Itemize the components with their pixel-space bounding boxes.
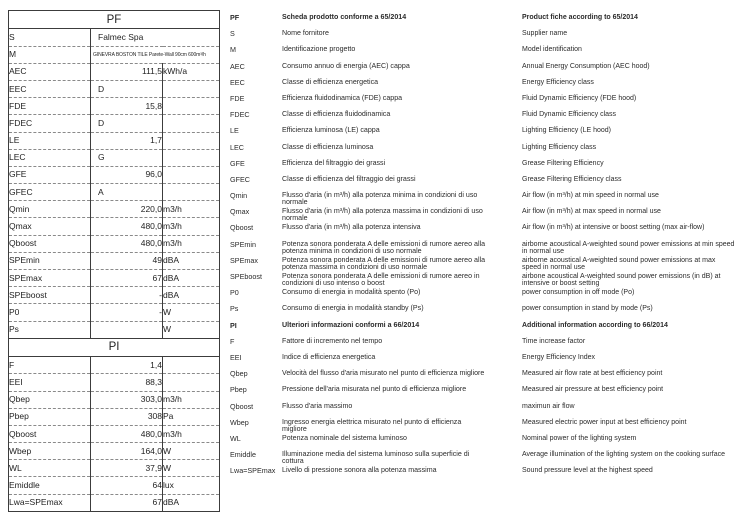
row-value: 1,4 — [91, 357, 163, 374]
desc-text-english: Sound pressure level at the highest speed — [522, 467, 653, 475]
row-code: SPEboost — [9, 287, 91, 304]
row-code: SPEmin — [9, 252, 91, 269]
row-unit: dBA — [163, 494, 220, 511]
desc-text-italian: Fattore di incremento nel tempo — [282, 336, 383, 345]
desc-text-italian: Pressione dell'aria misurata nel punto di efficienza migliore — [282, 385, 467, 394]
desc-text-english: Lighting Efficiency (LE hood) — [522, 127, 611, 135]
table-row — [9, 494, 220, 511]
row-value: - — [91, 287, 163, 304]
desc-text-english: Energy Efficiency Index — [522, 353, 596, 361]
row-value: 15,8 — [91, 98, 163, 115]
row-value: 480,0 — [91, 218, 163, 235]
desc-row-code: P0 — [230, 288, 239, 298]
row-code: Qmin — [9, 201, 91, 218]
row-code: Qboost — [9, 425, 91, 442]
desc-text-english: Supplier name — [522, 30, 568, 38]
desc-text-italian: Scheda prodotto conforme a 65/2014 — [282, 13, 407, 21]
desc-text-italian: Velocità del flusso d'aria misurato nel punto di efficienza migliore — [282, 369, 485, 378]
desc-text-english: maximun air flow — [522, 402, 575, 410]
table-row — [9, 443, 220, 460]
row-code: FDEC — [9, 115, 91, 132]
desc-text-italian: Flusso d'aria (in m³/h) alla potenza massima in condizioni di uso normale — [282, 207, 483, 223]
desc-row-code: FDEC — [230, 110, 250, 120]
row-code: LEC — [9, 149, 91, 166]
desc-text-english: Nominal power of the lighting system — [522, 434, 637, 442]
row-code: LE — [9, 132, 91, 149]
table-section-header-row — [9, 11, 220, 29]
desc-row-code: Qbep — [230, 369, 248, 379]
row-code: GFEC — [9, 184, 91, 201]
row-unit: W — [163, 460, 220, 477]
desc-row-code: Qboost — [230, 401, 254, 411]
desc-text-english: airborne acoustical A-weighted sound power emissions at max speed in normal use — [522, 256, 716, 272]
desc-row-code: EEC — [230, 77, 245, 87]
desc-text-italian: Consumo di energia in modalità standby (Ps) — [282, 304, 424, 313]
desc-row-code: LEC — [230, 142, 244, 152]
table-row — [9, 149, 220, 166]
table-row — [9, 321, 220, 338]
section-title: PI — [9, 338, 220, 356]
row-unit — [163, 80, 220, 97]
row-code: GFE — [9, 166, 91, 183]
desc-text-english: Lighting Efficiency class — [522, 143, 597, 151]
desc-row-code: Qboost — [230, 223, 254, 233]
row-code: EEI — [9, 374, 91, 391]
row-code: WL — [9, 460, 91, 477]
desc-row-code: Emiddle — [230, 450, 256, 460]
row-value: 220,0 — [91, 201, 163, 218]
row-value: 67 — [91, 270, 163, 287]
desc-text-english: Time increase factor — [522, 337, 586, 345]
row-value: D — [91, 80, 163, 97]
desc-row-code: EEI — [230, 352, 242, 362]
row-unit: dBA — [163, 270, 220, 287]
table-row — [9, 357, 220, 374]
desc-text-italian: Classe di efficienza fluidodinamica — [282, 110, 391, 119]
desc-text-italian: Efficienza fluidodinamica (FDE) cappa — [282, 93, 403, 102]
desc-row-code: Wbep — [230, 417, 249, 427]
desc-row-code: SPEboost — [230, 272, 262, 281]
desc-text-english: Fluid Dynamic Efficiency (FDE hood) — [522, 94, 637, 102]
table-row — [9, 304, 220, 321]
table-row — [9, 374, 220, 391]
desc-text-english: Energy Efficiency class — [522, 78, 594, 86]
row-value: A — [91, 184, 163, 201]
section-title: PF — [9, 11, 220, 29]
row-code: Lwa=SPEmax — [9, 494, 91, 511]
desc-text-english: Air flow (in m³/h) at max speed in normal use — [522, 208, 661, 216]
row-code: Qboost — [9, 235, 91, 252]
desc-text-english: Grease Filtering Efficiency — [522, 159, 604, 167]
row-unit: Pa — [163, 408, 220, 425]
desc-text-italian: Flusso d'aria massimo — [282, 401, 353, 410]
desc-text-english: Measured air flow rate at best efficiency point — [522, 370, 663, 378]
table-row — [9, 98, 220, 115]
desc-text-italian: Consumo annuo di energia (AEC) cappa — [282, 61, 410, 70]
desc-row-code: PF — [230, 13, 240, 22]
row-code: FDE — [9, 98, 91, 115]
row-unit: m3/h — [163, 391, 220, 408]
desc-row-code: F — [230, 336, 235, 346]
table-row — [9, 29, 220, 46]
desc-text-italian: Efficienza del filtraggio dei grassi — [282, 158, 386, 167]
row-value: 88,3 — [91, 374, 163, 391]
table-row — [9, 80, 220, 97]
desc-text-english: power consumption in off mode (Po) — [522, 289, 635, 297]
desc-text-italian: Indice di efficienza energetica — [282, 352, 376, 361]
product-fiche-table-body — [9, 11, 220, 512]
desc-text-english: power consumption in stand by mode (Ps) — [522, 305, 653, 313]
row-unit: m3/h — [163, 425, 220, 442]
desc-text-italian: Flusso d'aria (in m³/h) alla potenza minima in condizioni di uso normale — [282, 191, 478, 207]
desc-text-italian: Potenza sonora ponderata A delle emissioni di rumore aereo in condizioni di uso intenso o boost — [282, 272, 480, 288]
row-unit: lux — [163, 477, 220, 494]
desc-text-italian: Potenza sonora ponderata A delle emissioni di rumore aereo alla potenza massima in condizioni di uso normale — [282, 255, 486, 272]
desc-row-code: WL — [230, 433, 241, 443]
row-value: GINEVRA BOSTON TILE Parete-Wall 90cm 600m³/h — [91, 46, 220, 63]
row-unit — [163, 357, 220, 374]
row-code: SPEmax — [9, 270, 91, 287]
row-unit: dBA — [163, 287, 220, 304]
row-code: M — [9, 46, 91, 63]
row-value: 111,5 — [91, 63, 163, 80]
desc-row-code: LE — [230, 126, 239, 136]
desc-row-code: Qmin — [230, 191, 248, 201]
row-unit — [163, 184, 220, 201]
row-unit — [163, 98, 220, 115]
row-value: D — [91, 115, 163, 132]
table-row — [9, 425, 220, 442]
row-unit: m3/h — [163, 218, 220, 235]
row-value: 480,0 — [91, 235, 163, 252]
description-columns — [230, 10, 738, 479]
desc-row-code: Ps — [230, 304, 239, 314]
desc-text-english: Measured air pressure at best efficiency point — [522, 386, 664, 394]
row-value: 480,0 — [91, 425, 163, 442]
desc-text-english: Product fiche according to 65/2014 — [522, 14, 638, 21]
desc-text-italian: Flusso d'aria (in m³/h) alla potenza intensiva — [282, 223, 421, 232]
table-section-header-row — [9, 338, 220, 356]
desc-text-italian: Illuminazione media del sistema luminoso sulla superficie di cottura — [282, 450, 470, 466]
desc-text-italian: Potenza nominale del sistema luminoso — [282, 433, 407, 442]
row-value: 308 — [91, 408, 163, 425]
row-value: 1,7 — [91, 132, 163, 149]
row-unit: W — [163, 321, 220, 338]
product-fiche-table — [8, 10, 220, 512]
row-value: - — [91, 304, 163, 321]
row-unit: W — [163, 443, 220, 460]
desc-text-italian: Livello di pressione sonora alla potenza massima — [282, 466, 437, 475]
row-value: G — [91, 149, 163, 166]
desc-row-code: FDE — [230, 93, 245, 103]
desc-text-italian: Classe di efficienza luminosa — [282, 142, 374, 151]
row-value — [91, 321, 163, 338]
table-row — [9, 252, 220, 269]
table-row — [9, 287, 220, 304]
desc-text-italian: Potenza sonora ponderata A delle emissioni di rumore aereo alla potenza minima in condizioni di uso normale — [282, 239, 486, 255]
row-code: AEC — [9, 63, 91, 80]
desc-text-english: airborne acoustical A-weighted sound power emissions at min speed in normal use — [522, 240, 735, 255]
desc-text-english: airbone acoustical A-weighted sound power emissions (in dB) at intensive or boost setting — [522, 273, 721, 288]
table-row — [9, 184, 220, 201]
table-row — [9, 391, 220, 408]
desc-row-code: SPEmax — [230, 255, 258, 265]
row-value: 96,0 — [91, 166, 163, 183]
row-code: F — [9, 357, 91, 374]
table-row — [9, 166, 220, 183]
desc-text-english: Measured electric power input at best efficiency point — [522, 418, 687, 426]
row-code: EEC — [9, 80, 91, 97]
row-value: 67 — [91, 494, 163, 511]
table-row — [9, 408, 220, 425]
row-unit — [163, 132, 220, 149]
desc-row-code: Pbep — [230, 385, 247, 395]
row-code: Pbep — [9, 408, 91, 425]
desc-row-code: PI — [230, 320, 237, 330]
desc-text-italian: Classe di efficienza energetica — [282, 77, 379, 86]
desc-row-code: Qmax — [230, 207, 250, 217]
table-row — [9, 270, 220, 287]
desc-text-english: Air flow (in m³/h) at intensive or boost setting (max air-flow) — [522, 224, 705, 232]
desc-text-italian: Ulteriori informazioni conformi a 66/2014 — [282, 320, 420, 329]
table-row — [9, 460, 220, 477]
desc-text-italian: Nome fornitore — [282, 29, 329, 38]
desc-text-english: Fluid Dynamic Efficiency class — [522, 111, 617, 119]
desc-text-italian: Efficienza luminosa (LE) cappa — [282, 126, 380, 135]
row-value: 37,9 — [91, 460, 163, 477]
row-code: Wbep — [9, 443, 91, 460]
row-code: Qmax — [9, 218, 91, 235]
table-row — [9, 132, 220, 149]
row-value: 49 — [91, 252, 163, 269]
row-unit — [163, 374, 220, 391]
desc-text-english: Annual Energy Consumption (AEC hood) — [522, 62, 650, 70]
row-value: 303,0 — [91, 391, 163, 408]
table-row — [9, 201, 220, 218]
row-unit: W — [163, 304, 220, 321]
row-code: S — [9, 29, 91, 46]
row-unit: m3/h — [163, 235, 220, 252]
row-value: 64 — [91, 477, 163, 494]
desc-text-english: Average illumination of the lighting system on the cooking surface — [522, 451, 725, 459]
desc-text-italian: Consumo di energia in modalità spento (Po) — [282, 288, 421, 297]
row-unit — [163, 149, 220, 166]
row-value: 164,0 — [91, 443, 163, 460]
desc-text-english: Grease Filtering Efficiency class — [522, 175, 622, 183]
desc-text-english: Additional information according to 66/2014 — [522, 321, 668, 329]
row-code: Emiddle — [9, 477, 91, 494]
table-row — [9, 46, 220, 63]
desc-text-english: Air flow (in m³/h) at min speed in normal use — [522, 192, 659, 200]
row-unit: kWh/a — [163, 63, 220, 80]
desc-row-code: GFEC — [230, 174, 250, 184]
table-row — [9, 115, 220, 132]
desc-text-italian: Classe di efficienza del filtraggio dei grassi — [282, 174, 416, 183]
desc-text-english: Model identification — [522, 46, 582, 54]
product-fiche-sheet — [8, 10, 220, 512]
desc-text-italian: Ingresso energia elettrica misurato nel punto di efficienza migliore — [282, 417, 462, 433]
desc-row-code: AEC — [230, 61, 245, 71]
row-value: Falmec Spa — [91, 29, 220, 46]
row-code: P0 — [9, 304, 91, 321]
row-unit — [163, 166, 220, 183]
row-unit — [163, 115, 220, 132]
table-row — [9, 63, 220, 80]
desc-row-code: GFE — [230, 158, 245, 168]
table-row — [9, 235, 220, 252]
row-code: Ps — [9, 321, 91, 338]
desc-row-code: Lwa=SPEmax — [230, 466, 276, 476]
desc-row-code: M — [230, 45, 236, 55]
desc-row-code: SPEmin — [230, 239, 256, 249]
desc-text-italian: Identificazione progetto — [282, 45, 356, 54]
table-row — [9, 218, 220, 235]
desc-row-code: S — [230, 29, 235, 39]
row-unit: dBA — [163, 252, 220, 269]
row-code: Qbep — [9, 391, 91, 408]
row-unit: m3/h — [163, 201, 220, 218]
